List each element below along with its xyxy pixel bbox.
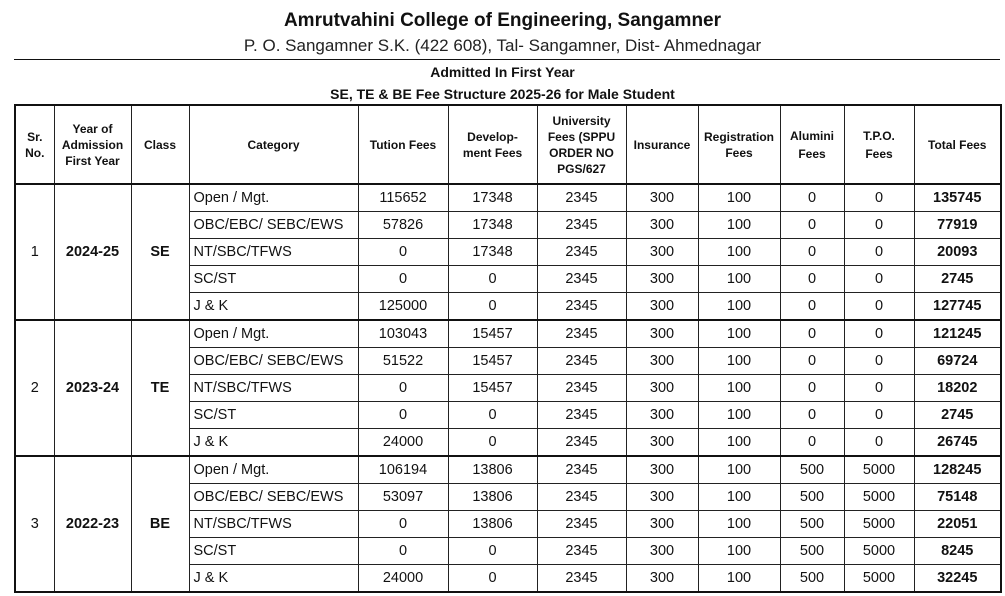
insurance-cell: 300 bbox=[626, 266, 698, 293]
registration-cell: 100 bbox=[698, 429, 780, 457]
development-cell: 13806 bbox=[448, 511, 537, 538]
total-cell: 128245 bbox=[914, 456, 1001, 484]
development-cell: 17348 bbox=[448, 239, 537, 266]
total-cell: 8245 bbox=[914, 538, 1001, 565]
insurance-cell: 300 bbox=[626, 402, 698, 429]
sr-cell: 1 bbox=[15, 184, 54, 320]
column-header-line: Fees bbox=[798, 146, 826, 161]
tuition-cell: 51522 bbox=[358, 348, 448, 375]
total-cell: 75148 bbox=[914, 484, 1001, 511]
class-cell: TE bbox=[131, 320, 189, 456]
column-header-line: Alumini bbox=[790, 128, 834, 143]
tpo-cell: 5000 bbox=[844, 484, 914, 511]
class-cell: SE bbox=[131, 184, 189, 320]
table-row bbox=[15, 456, 1001, 484]
university-cell: 2345 bbox=[537, 375, 626, 402]
category-cell: OBC/EBC/ SEBC/EWS bbox=[189, 212, 358, 239]
alumini-cell: 0 bbox=[780, 429, 844, 457]
column-header-line: Develop- bbox=[467, 129, 518, 144]
column-header-line: ORDER NO bbox=[549, 145, 614, 160]
column-header-line: No. bbox=[25, 145, 45, 160]
registration-cell: 100 bbox=[698, 402, 780, 429]
tpo-cell: 0 bbox=[844, 320, 914, 348]
university-cell: 2345 bbox=[537, 348, 626, 375]
column-header-total bbox=[914, 105, 1001, 184]
category-cell: SC/ST bbox=[189, 402, 358, 429]
registration-cell: 100 bbox=[698, 293, 780, 321]
alumini-cell: 0 bbox=[780, 239, 844, 266]
insurance-cell: 300 bbox=[626, 538, 698, 565]
development-cell: 0 bbox=[448, 266, 537, 293]
tuition-cell: 106194 bbox=[358, 456, 448, 484]
column-header-registration bbox=[698, 105, 780, 184]
tuition-cell: 0 bbox=[358, 239, 448, 266]
total-cell: 77919 bbox=[914, 212, 1001, 239]
year-cell: 2023-24 bbox=[54, 320, 131, 456]
university-cell: 2345 bbox=[537, 429, 626, 457]
insurance-cell: 300 bbox=[626, 511, 698, 538]
tpo-cell: 0 bbox=[844, 293, 914, 321]
alumini-cell: 0 bbox=[780, 348, 844, 375]
registration-cell: 100 bbox=[698, 565, 780, 593]
total-cell: 69724 bbox=[914, 348, 1001, 375]
college-name: Amrutvahini College of Engineering, Sangamner bbox=[283, 10, 722, 31]
insurance-cell: 300 bbox=[626, 239, 698, 266]
table-header-row bbox=[15, 105, 1001, 184]
category-cell: SC/ST bbox=[189, 538, 358, 565]
column-header-year bbox=[54, 105, 131, 184]
total-cell: 32245 bbox=[914, 565, 1001, 593]
development-cell: 15457 bbox=[448, 375, 537, 402]
column-header-line: Registration bbox=[703, 129, 774, 144]
university-cell: 2345 bbox=[537, 320, 626, 348]
category-cell: SC/ST bbox=[189, 266, 358, 293]
column-header-line: University bbox=[552, 113, 611, 128]
alumini-cell: 0 bbox=[780, 402, 844, 429]
tuition-cell: 0 bbox=[358, 375, 448, 402]
insurance-cell: 300 bbox=[626, 456, 698, 484]
university-cell: 2345 bbox=[537, 484, 626, 511]
table-row bbox=[15, 320, 1001, 348]
tpo-cell: 5000 bbox=[844, 511, 914, 538]
development-cell: 0 bbox=[448, 429, 537, 457]
column-header-line: Fees bbox=[865, 146, 893, 161]
class-cell: BE bbox=[131, 456, 189, 592]
registration-cell: 100 bbox=[698, 456, 780, 484]
column-header-line: ment Fees bbox=[462, 145, 523, 160]
registration-cell: 100 bbox=[698, 375, 780, 402]
insurance-cell: 300 bbox=[626, 565, 698, 593]
development-cell: 0 bbox=[448, 402, 537, 429]
column-header-line: T.P.O. bbox=[863, 128, 895, 143]
development-cell: 17348 bbox=[448, 184, 537, 212]
column-header-class bbox=[131, 105, 189, 184]
alumini-cell: 500 bbox=[780, 484, 844, 511]
insurance-cell: 300 bbox=[626, 212, 698, 239]
fee-structure-title: SE, TE & BE Fee Structure 2025-26 for Male Student bbox=[330, 86, 675, 102]
insurance-cell: 300 bbox=[626, 293, 698, 321]
column-header-sr bbox=[15, 105, 54, 184]
total-cell: 135745 bbox=[914, 184, 1001, 212]
alumini-cell: 500 bbox=[780, 456, 844, 484]
alumini-cell: 0 bbox=[780, 375, 844, 402]
tuition-cell: 0 bbox=[358, 538, 448, 565]
tpo-cell: 0 bbox=[844, 212, 914, 239]
total-cell: 26745 bbox=[914, 429, 1001, 457]
registration-cell: 100 bbox=[698, 320, 780, 348]
column-header-tuition bbox=[358, 105, 448, 184]
development-cell: 17348 bbox=[448, 212, 537, 239]
column-header-insurance bbox=[626, 105, 698, 184]
category-cell: NT/SBC/TFWS bbox=[189, 511, 358, 538]
column-header-line: Tution Fees bbox=[369, 137, 437, 152]
university-cell: 2345 bbox=[537, 402, 626, 429]
column-header-line: PGS/627 bbox=[557, 161, 606, 176]
tpo-cell: 5000 bbox=[844, 565, 914, 593]
sr-cell: 2 bbox=[15, 320, 54, 456]
column-header-line: Category bbox=[247, 137, 300, 152]
development-cell: 0 bbox=[448, 293, 537, 321]
tpo-cell: 0 bbox=[844, 429, 914, 457]
registration-cell: 100 bbox=[698, 239, 780, 266]
tpo-cell: 0 bbox=[844, 266, 914, 293]
table-body bbox=[15, 184, 1001, 592]
insurance-cell: 300 bbox=[626, 429, 698, 457]
development-cell: 15457 bbox=[448, 320, 537, 348]
table-row bbox=[15, 184, 1001, 212]
fee-structure-table bbox=[14, 104, 1002, 593]
development-cell: 13806 bbox=[448, 484, 537, 511]
category-cell: J & K bbox=[189, 293, 358, 321]
year-cell: 2024-25 bbox=[54, 184, 131, 320]
tpo-cell: 5000 bbox=[844, 538, 914, 565]
insurance-cell: 300 bbox=[626, 184, 698, 212]
tuition-cell: 115652 bbox=[358, 184, 448, 212]
development-cell: 13806 bbox=[448, 456, 537, 484]
column-header-line: Total Fees bbox=[928, 137, 987, 152]
column-header-line: First Year bbox=[65, 153, 120, 168]
university-cell: 2345 bbox=[537, 266, 626, 293]
insurance-cell: 300 bbox=[626, 348, 698, 375]
university-cell: 2345 bbox=[537, 239, 626, 266]
tuition-cell: 24000 bbox=[358, 565, 448, 593]
alumini-cell: 500 bbox=[780, 538, 844, 565]
tuition-cell: 0 bbox=[358, 511, 448, 538]
category-cell: OBC/EBC/ SEBC/EWS bbox=[189, 348, 358, 375]
category-cell: Open / Mgt. bbox=[189, 456, 358, 484]
column-header-university bbox=[537, 105, 626, 184]
registration-cell: 100 bbox=[698, 484, 780, 511]
total-cell: 22051 bbox=[914, 511, 1001, 538]
insurance-cell: 300 bbox=[626, 375, 698, 402]
column-header-line: Insurance bbox=[633, 137, 691, 152]
alumini-cell: 0 bbox=[780, 266, 844, 293]
category-cell: OBC/EBC/ SEBC/EWS bbox=[189, 484, 358, 511]
column-header-development bbox=[448, 105, 537, 184]
tuition-cell: 0 bbox=[358, 266, 448, 293]
sr-cell: 3 bbox=[15, 456, 54, 592]
registration-cell: 100 bbox=[698, 348, 780, 375]
column-header-alumini bbox=[780, 105, 844, 184]
university-cell: 2345 bbox=[537, 184, 626, 212]
category-cell: Open / Mgt. bbox=[189, 320, 358, 348]
tuition-cell: 24000 bbox=[358, 429, 448, 457]
alumini-cell: 0 bbox=[780, 212, 844, 239]
category-cell: J & K bbox=[189, 429, 358, 457]
column-header-line: Sr. bbox=[27, 129, 43, 144]
development-cell: 15457 bbox=[448, 348, 537, 375]
tuition-cell: 0 bbox=[358, 402, 448, 429]
development-cell: 0 bbox=[448, 565, 537, 593]
development-cell: 0 bbox=[448, 538, 537, 565]
alumini-cell: 0 bbox=[780, 184, 844, 212]
header-divider bbox=[14, 59, 1000, 60]
alumini-cell: 0 bbox=[780, 320, 844, 348]
registration-cell: 100 bbox=[698, 184, 780, 212]
total-cell: 2745 bbox=[914, 402, 1001, 429]
tuition-cell: 57826 bbox=[358, 212, 448, 239]
tpo-cell: 5000 bbox=[844, 456, 914, 484]
alumini-cell: 500 bbox=[780, 565, 844, 593]
registration-cell: 100 bbox=[698, 511, 780, 538]
category-cell: Open / Mgt. bbox=[189, 184, 358, 212]
tpo-cell: 0 bbox=[844, 348, 914, 375]
total-cell: 18202 bbox=[914, 375, 1001, 402]
tpo-cell: 0 bbox=[844, 375, 914, 402]
registration-cell: 100 bbox=[698, 212, 780, 239]
column-header-line: Year of bbox=[72, 121, 113, 136]
insurance-cell: 300 bbox=[626, 484, 698, 511]
column-header-line: Fees (SPPU bbox=[547, 129, 616, 144]
university-cell: 2345 bbox=[537, 565, 626, 593]
university-cell: 2345 bbox=[537, 511, 626, 538]
column-header-tpo bbox=[844, 105, 914, 184]
tuition-cell: 53097 bbox=[358, 484, 448, 511]
tuition-cell: 125000 bbox=[358, 293, 448, 321]
registration-cell: 100 bbox=[698, 266, 780, 293]
column-header-line: Class bbox=[143, 137, 177, 152]
insurance-cell: 300 bbox=[626, 320, 698, 348]
registration-cell: 100 bbox=[698, 538, 780, 565]
university-cell: 2345 bbox=[537, 538, 626, 565]
column-header-category bbox=[189, 105, 358, 184]
category-cell: NT/SBC/TFWS bbox=[189, 239, 358, 266]
column-header-line: Admission bbox=[61, 137, 124, 152]
tpo-cell: 0 bbox=[844, 184, 914, 212]
total-cell: 2745 bbox=[914, 266, 1001, 293]
total-cell: 121245 bbox=[914, 320, 1001, 348]
university-cell: 2345 bbox=[537, 293, 626, 321]
column-header-line: Fees bbox=[725, 145, 753, 160]
alumini-cell: 0 bbox=[780, 293, 844, 321]
tpo-cell: 0 bbox=[844, 402, 914, 429]
university-cell: 2345 bbox=[537, 212, 626, 239]
tuition-cell: 103043 bbox=[358, 320, 448, 348]
university-cell: 2345 bbox=[537, 456, 626, 484]
category-cell: NT/SBC/TFWS bbox=[189, 375, 358, 402]
tpo-cell: 0 bbox=[844, 239, 914, 266]
admitted-heading: Admitted In First Year bbox=[430, 64, 575, 80]
year-cell: 2022-23 bbox=[54, 456, 131, 592]
alumini-cell: 500 bbox=[780, 511, 844, 538]
total-cell: 127745 bbox=[914, 293, 1001, 321]
total-cell: 20093 bbox=[914, 239, 1001, 266]
college-address: P. O. Sangamner S.K. (422 608), Tal- Sangamner, Dist- Ahmednagar bbox=[243, 36, 762, 55]
category-cell: J & K bbox=[189, 565, 358, 593]
